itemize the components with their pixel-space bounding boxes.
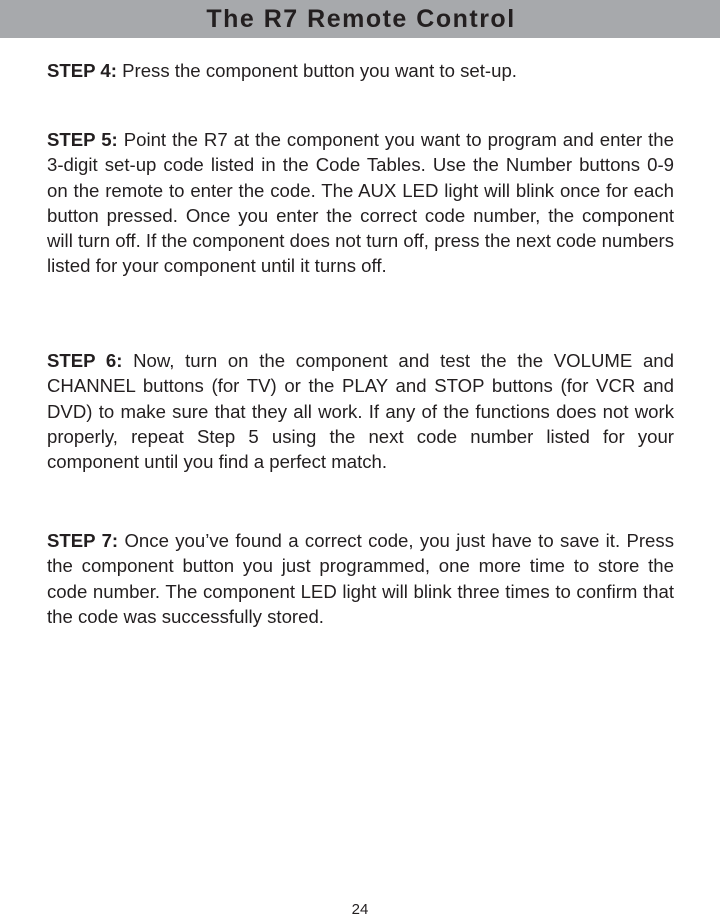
step-6-label: STEP 6:: [47, 350, 123, 371]
step-4-paragraph: [47, 58, 674, 83]
step-5-text: Point the R7 at the component you want to program and enter the 3-digit set-up code listed in the Code Tables. Use the Number buttons 0-9 on the remote to enter the code. The AUX LED light will blink once for each button pressed. Once you enter the correct code number, the component will turn off. If the component does not turn off, press the next code numbers listed for your component until it turns off.: [47, 129, 674, 277]
step-5-label: STEP 5:: [47, 129, 118, 150]
step-4-text: Press the component button you want to set-up.: [122, 60, 517, 81]
step-7-paragraph: [47, 528, 674, 629]
header-bar: [0, 0, 720, 38]
step-4-label: STEP 4:: [47, 60, 117, 81]
step-6-paragraph: [47, 348, 674, 474]
step-7-text: Once you’ve found a correct code, you just have to save it. Press the component button you just programmed, one more time to store the code number. The component LED light will blink three times to confirm that the code was successfully stored.: [47, 530, 674, 627]
page-number: 24: [351, 901, 369, 918]
step-5-paragraph: [47, 127, 674, 279]
step-6-text: Now, turn on the component and test the the VOLUME and CHANNEL buttons (for TV) or the PLAY and STOP buttons (for VCR and DVD) to make sure that they all work. If any of the functions does not work properly, repeat Step 5 using the next code number listed for your component until you find a perfect match.: [47, 350, 674, 473]
page-title: The R7 Remote Control: [206, 4, 516, 33]
step-7-label: STEP 7:: [47, 530, 119, 551]
